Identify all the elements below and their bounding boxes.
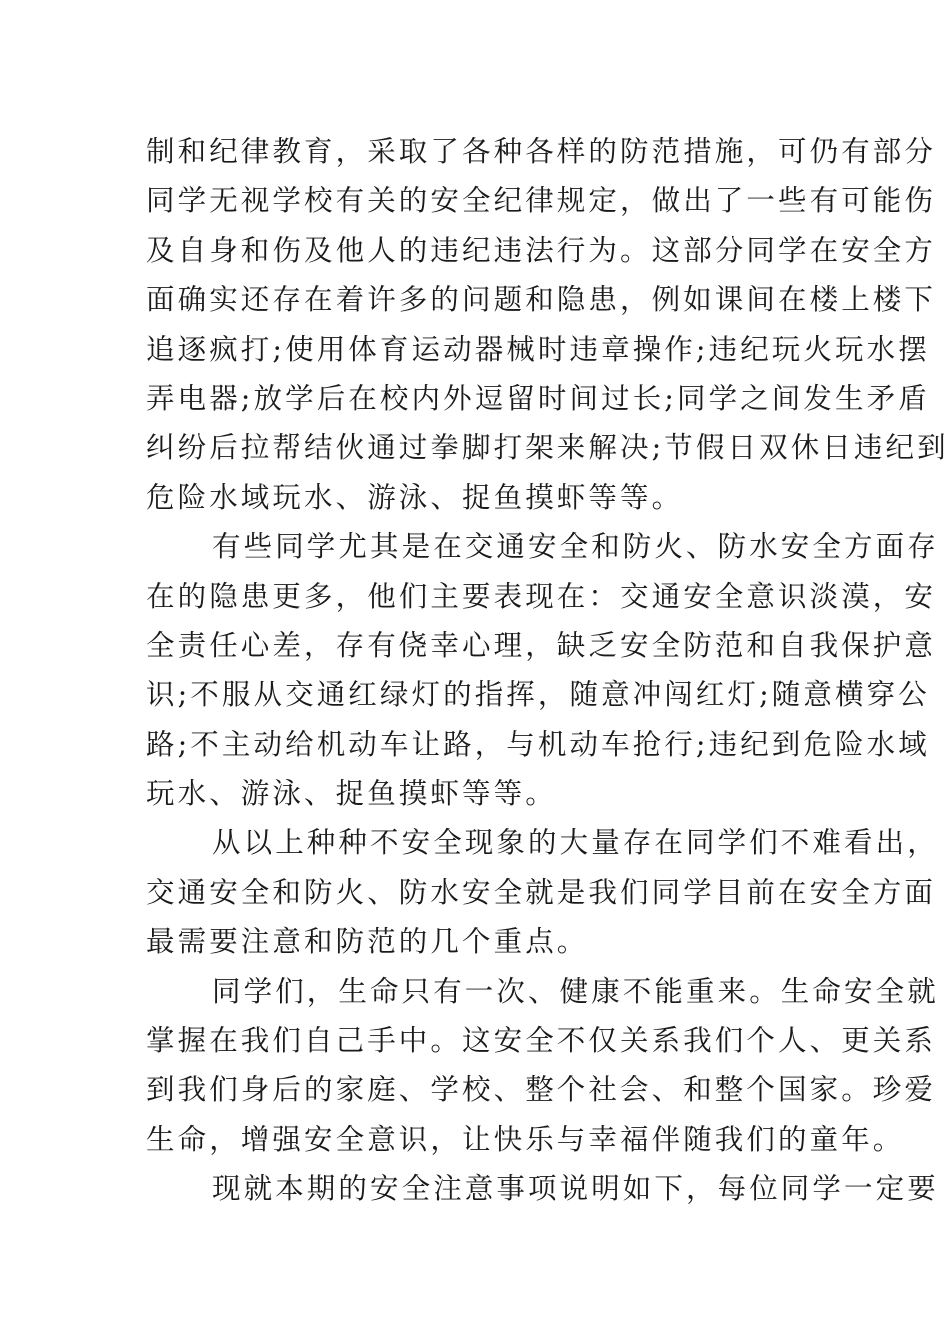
text-line: 路;不主动给机动车让路，与机动车抢行;违纪到危险水域 xyxy=(146,727,930,761)
paragraph-start-line: 有些同学尤其是在交通安全和防火、防水安全方面存 xyxy=(212,530,939,564)
paragraph-start-line: 从以上种种不安全现象的大量存在同学们不难看出， xyxy=(212,826,939,860)
text-line: 制和纪律教育，采取了各种各样的防范措施，可仍有部分 xyxy=(146,135,937,168)
text-line: 同学无视学校有关的安全纪律规定，做出了一些有可能伤 xyxy=(146,184,937,218)
text-line: 识;不服从交通红绿灯的指挥，随意冲闯红灯;随意横穿公 xyxy=(146,678,930,712)
text-line: 及自身和伤及他人的违纪违法行为。这部分同学在安全方 xyxy=(146,233,937,267)
text-line: 生命，增强安全意识，让快乐与幸福伴随我们的童年。 xyxy=(146,1122,905,1156)
text-line: 弄电器;放学后在校内外逗留时间过长;同学之间发生矛盾 xyxy=(146,381,930,415)
paragraph-start-line: 同学们，生命只有一次、健康不能重来。生命安全就 xyxy=(212,974,939,1008)
text-line: 全责任心差，存有侥幸心理，缺乏安全防范和自我保护意 xyxy=(146,628,937,662)
text-line: 纠纷后拉帮结伙通过拳脚打架来解决;节假日双休日违纪到 xyxy=(146,431,949,465)
text-line: 交通安全和防火、防水安全就是我们同学目前在安全方面 xyxy=(146,875,937,909)
text-line: 面确实还存在着许多的问题和隐患，例如课间在楼上楼下 xyxy=(146,283,937,317)
text-line: 在的隐患更多，他们主要表现在：交通安全意识淡漠，安 xyxy=(146,579,937,613)
text-line: 危险水域玩水、游泳、捉鱼摸虾等等。 xyxy=(146,480,684,514)
text-line: 到我们身后的家庭、学校、整个社会、和整个国家。珍爱 xyxy=(146,1073,937,1107)
text-line: 玩水、游泳、捉鱼摸虾等等。 xyxy=(146,777,557,811)
body-text xyxy=(146,127,949,1214)
text-line: 追逐疯打;使用体育运动器械时违章操作;违纪玩火玩水摆 xyxy=(146,332,930,366)
text-line: 掌握在我们自己手中。这安全不仅关系我们个人、更关系 xyxy=(146,1024,937,1058)
text-line: 最需要注意和防范的几个重点。 xyxy=(146,925,589,959)
paragraph-start-line: 现就本期的安全注意事项说明如下，每位同学一定要 xyxy=(212,1172,939,1206)
